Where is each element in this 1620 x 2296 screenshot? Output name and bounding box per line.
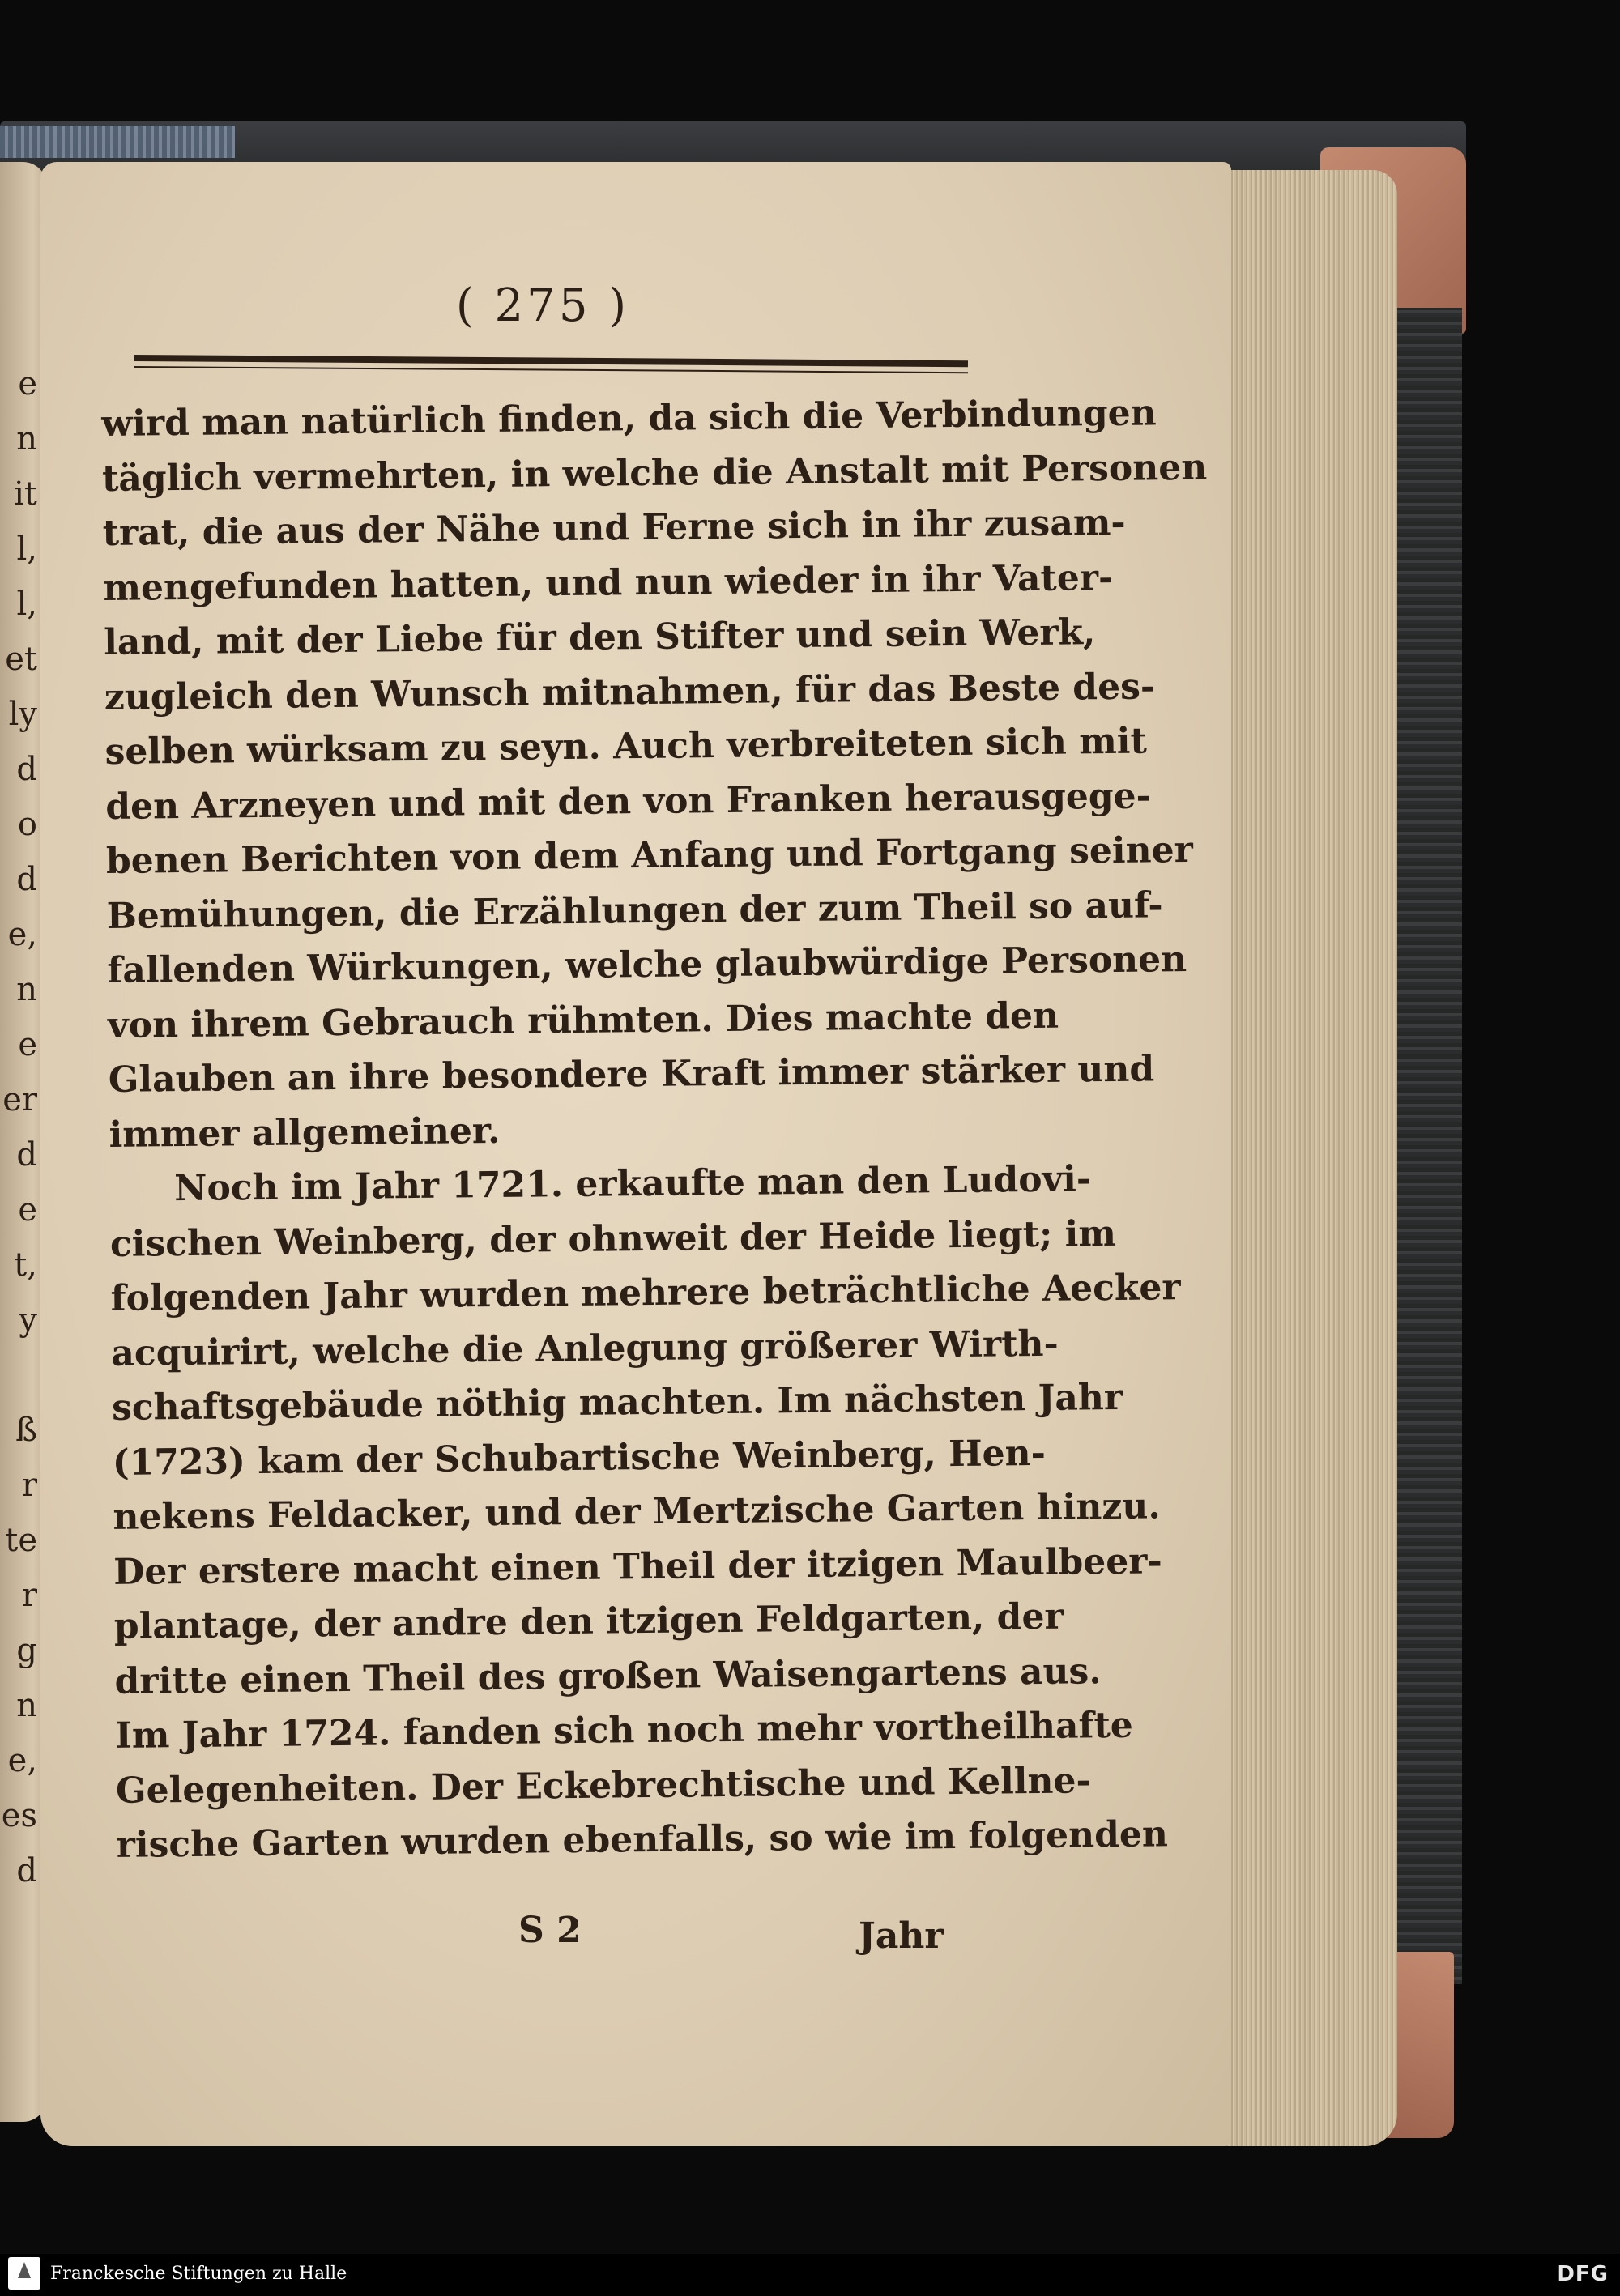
book-cover-cloth <box>0 126 235 158</box>
text-line: Der erstere macht einen Theil der itzigen Maulbeer- <box>113 1540 1162 1593</box>
text-line: nekens Feldacker, und der Mertzische Garten hinzu. <box>113 1485 1161 1538</box>
gutter-fragment: d <box>16 1136 37 1174</box>
gutter-fragment: y <box>19 1301 37 1339</box>
text-line: acquirirt, welche die Anlegung größerer Wirth- <box>111 1323 1059 1374</box>
gutter-fragment: r <box>21 1577 37 1614</box>
gutter-fragment: d <box>16 751 37 788</box>
text-line: täglich vermehrten, in welche die Anstalt mit Personen <box>101 446 1208 500</box>
gutter-fragment: l, <box>16 586 37 623</box>
page-number-header: ( 275 ) <box>455 279 630 332</box>
text-line: mengefunden hatten, und nun wieder in ihr Vater- <box>103 556 1114 609</box>
gutter-fragment <box>0 1348 37 1403</box>
gutter-fragment: it <box>14 475 37 513</box>
gutter-fragment: e <box>18 365 37 403</box>
text-line: dritte einen Theil des großen Waisengartens aus. <box>114 1650 1102 1702</box>
credit-bar <box>0 2254 1620 2296</box>
text-line: schaftsgebäude nöthig machten. Im nächsten Jahr <box>111 1376 1123 1429</box>
text-line: land, mit der Liebe für den Stifter und sein Werk, <box>103 611 1096 663</box>
catchword: Jahr <box>859 1915 944 1957</box>
gutter-fragment: g <box>16 1632 37 1669</box>
text-line: Glauben an ihre besondere Kraft immer stärker und <box>108 1048 1155 1101</box>
gutter-fragment: e, <box>7 1742 37 1779</box>
text-line: Bemühungen, die Erzählungen der zum Theil so auf- <box>106 884 1163 937</box>
text-line: zugleich den Wunsch mitnahmen, für das Beste des- <box>104 665 1156 718</box>
gutter-fragment: e <box>18 1191 37 1229</box>
signature-mark: S 2 <box>518 1910 582 1951</box>
gutter-fragment: n <box>16 420 37 458</box>
text-line: cischen Weinberg, der ohnweit der Heide liegt; im <box>109 1212 1117 1265</box>
gutter-fragment: l, <box>16 530 37 568</box>
text-line: von ihrem Gebrauch rühmten. Dies machte den <box>107 995 1059 1046</box>
text-line: rische Garten wurden ebenfalls, so wie im folgenden <box>116 1813 1169 1866</box>
text-line: immer allgemeiner. <box>109 1110 501 1156</box>
gutter-fragment: ly <box>8 696 37 733</box>
text-line: Noch im Jahr 1721. erkaufte man den Ludovi- <box>173 1158 1092 1210</box>
gutter-fragment: r <box>21 1467 37 1504</box>
text-line: Gelegenheiten. Der Eckebrechtische und Kellne- <box>115 1759 1092 1812</box>
gutter-fragment: er <box>2 1081 37 1118</box>
text-line: trat, die aus der Nähe und Ferne sich in ihr zusam- <box>102 501 1126 554</box>
facing-page-text-fragments <box>0 356 37 1898</box>
text-line: wird man natürlich finden, da sich die Verbindungen <box>101 392 1157 445</box>
institution-logo-icon <box>8 2257 40 2290</box>
text-line: benen Berichten von dem Anfang und Fortgang seiner <box>105 829 1193 882</box>
gutter-fragment: o <box>17 806 37 843</box>
gutter-fragment: t, <box>14 1246 37 1284</box>
gutter-fragment: et <box>5 641 37 678</box>
text-line: Im Jahr 1724. fanden sich noch mehr vortheilhafte <box>115 1704 1134 1757</box>
page-body-text <box>101 388 1208 1873</box>
text-line: fallenden Würkungen, welche glaubwürdige Personen <box>107 939 1187 991</box>
gutter-fragment: n <box>16 1687 37 1724</box>
gutter-fragment: e <box>18 1026 37 1063</box>
text-line: folgenden Jahr wurden mehrere beträchtliche Aecker <box>110 1267 1181 1319</box>
text-line: (1723) kam der Schubartische Weinberg, Hen- <box>112 1432 1047 1484</box>
gutter-fragment: te <box>5 1522 37 1559</box>
gutter-fragment: es <box>1 1797 37 1834</box>
dfg-logo: DFG <box>1557 2262 1609 2286</box>
gutter-fragment: n <box>16 971 37 1008</box>
institution-name: Franckesche Stiftungen zu Halle <box>50 2264 347 2284</box>
gutter-fragment: ß <box>15 1412 37 1449</box>
page-edges <box>1215 170 1397 2146</box>
gutter-fragment: d <box>16 1852 37 1889</box>
text-line: selben würksam zu seyn. Auch verbreiteten sich mit <box>104 720 1148 773</box>
gutter-fragment: e, <box>7 916 37 953</box>
text-line: den Arzneyen und mit den von Franken herausgege- <box>105 774 1152 828</box>
gutter-fragment: d <box>16 861 37 898</box>
text-line: plantage, der andre den itzigen Feldgarten, der <box>113 1595 1064 1647</box>
book-cover-right <box>1397 308 1462 1984</box>
